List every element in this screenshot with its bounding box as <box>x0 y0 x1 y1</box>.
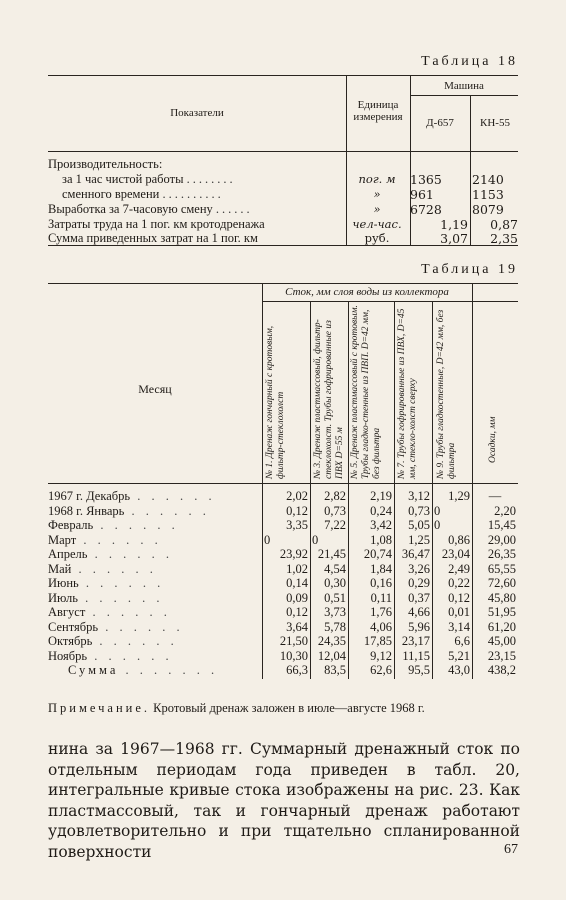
leader-dots: . . . . . . <box>87 648 173 663</box>
cell-value: 5,96 <box>408 619 430 634</box>
row-unit: чел-час. <box>352 217 402 231</box>
month-label: 1968 г. Январь <box>48 503 125 518</box>
cell-value: 0 <box>264 532 271 547</box>
cell-value: 1,08 <box>370 532 392 547</box>
cell-value: 0,12 <box>448 590 470 605</box>
header-machine: Машина <box>444 80 484 92</box>
table-rule <box>48 283 518 284</box>
header-machine-1: Д-657 <box>426 117 454 129</box>
table-row <box>48 605 260 620</box>
leader-dots: . . . . . . <box>85 605 171 619</box>
cell-value: 0,14 <box>286 576 308 590</box>
cell-value: 45,00 <box>487 634 516 648</box>
table-row <box>48 533 260 548</box>
month-label: Февраль <box>48 518 94 532</box>
row-value-d657: 3,07 <box>440 231 468 246</box>
cell-value: 4,66 <box>408 605 430 619</box>
row-value-d657: 1365 <box>410 172 442 187</box>
cell-value: — <box>488 489 502 503</box>
cell-value: 4,54 <box>324 561 346 576</box>
table-row <box>48 634 260 649</box>
header-column-9: № 9. Трубы гладкостенные, D=42 мм, без фильтра <box>436 309 457 479</box>
table-row <box>48 202 253 217</box>
table-rule <box>348 301 349 679</box>
header-indicator: Показатели <box>170 107 224 119</box>
month-label: Апрель <box>48 547 88 561</box>
cell-value: 0,86 <box>448 532 470 547</box>
row-value-kn55: 2,35 <box>490 231 518 246</box>
row-value-kn55: 1153 <box>472 187 504 202</box>
leader-dots: . . . . . . <box>76 532 162 547</box>
cell-value: 0,30 <box>324 576 346 590</box>
cell-value: 1,84 <box>370 561 392 576</box>
table-row <box>48 518 260 533</box>
cell-value: 0,73 <box>324 503 346 518</box>
table-rule <box>394 301 395 679</box>
cell-value: 45,80 <box>487 590 516 605</box>
table-19-caption: Таблица 19 <box>421 262 518 277</box>
cell-value: 23,04 <box>441 547 470 561</box>
cell-value: 0 <box>434 503 441 518</box>
cell-value: 43,0 <box>448 663 470 677</box>
header-column-3: № 3. Дренаж пластмассовый, фильтр-стеклохолст. Трубы гофрированные из ПВХ D=55 м <box>313 319 345 479</box>
cell-value: 23,15 <box>487 648 516 663</box>
note-label: Примечание. <box>48 701 151 715</box>
table-note <box>48 700 520 716</box>
row-unit: » <box>373 202 381 216</box>
cell-value: 12,04 <box>317 648 346 663</box>
leader-dots: . . . . . . <box>98 619 184 634</box>
cell-value: 5,05 <box>408 518 430 532</box>
row-label: Выработка за 7-часовую смену <box>48 202 213 216</box>
row-label: за 1 час чистой работы <box>62 172 184 186</box>
row-label: Производительность: <box>48 157 163 171</box>
table-row <box>48 547 260 562</box>
cell-value: 0,29 <box>408 576 430 590</box>
cell-value: 438,2 <box>487 663 516 677</box>
cell-value: 3,64 <box>286 619 308 634</box>
table-rule <box>48 483 518 484</box>
leader-dots: . . . . . . <box>93 518 179 532</box>
cell-value: 2,49 <box>448 561 470 576</box>
cell-value: 0 <box>312 532 319 547</box>
cell-value: 5,21 <box>448 648 470 663</box>
cell-value: 1,76 <box>370 605 392 619</box>
leader-dots: . . . . . . . <box>118 663 219 677</box>
row-unit: руб. <box>364 231 390 245</box>
table-rule <box>48 75 518 76</box>
cell-value: 23,17 <box>401 634 430 648</box>
leader-dots: . . . . . . <box>71 561 157 576</box>
cell-value: 1,29 <box>448 489 470 503</box>
table-rule <box>262 301 518 302</box>
row-value-kn55: 0,87 <box>490 217 518 232</box>
cell-value: 0,37 <box>408 590 430 605</box>
cell-value: 26,35 <box>487 547 516 561</box>
cell-value: 1,25 <box>408 532 430 547</box>
cell-value: 10,30 <box>279 648 308 663</box>
cell-value: 21,50 <box>279 634 308 648</box>
table-19 <box>48 283 518 683</box>
header-unit: Единица измерения <box>353 99 403 123</box>
cell-value: 0,01 <box>448 605 470 619</box>
cell-value: 62,6 <box>370 663 392 677</box>
cell-value: 2,19 <box>370 489 392 503</box>
cell-value: 0,09 <box>286 590 308 605</box>
body-paragraph: нина за 1967—1968 гг. Суммарный дренажный сток по отдельным периодам года приведен в табл. 20, интегральные кривые стока изображены на рис. 23. Как пластмассовый, так и гончарный дренаж работают удовлетворительно и при тщательно спланированной поверхности <box>48 740 520 861</box>
month-label: Август <box>48 605 86 619</box>
leader-dots: . . . . . . <box>124 503 210 518</box>
note-text: Кротовый дренаж заложен в июле—августе 1968 г. <box>153 701 425 715</box>
cell-value: 95,5 <box>408 663 430 677</box>
table-row <box>48 591 260 606</box>
cell-value: 21,45 <box>317 547 346 561</box>
cell-value: 3,73 <box>324 605 346 619</box>
month-label: Ноябрь <box>48 648 88 663</box>
cell-value: 61,20 <box>487 619 516 634</box>
month-label: Июнь <box>48 576 79 590</box>
cell-value: 3,26 <box>408 561 430 576</box>
header-column-5: № 5. Дренаж пластмассовый с кротовым. Трубы гладко-стенные из ПВП. D=42 мм, без фильтра <box>350 305 382 479</box>
month-label: Март <box>48 532 77 547</box>
cell-value: 2,82 <box>324 489 346 503</box>
cell-value: 24,35 <box>317 634 346 648</box>
table-row <box>48 620 260 635</box>
table-row <box>48 489 260 504</box>
table-row <box>62 187 224 202</box>
month-label: Июль <box>48 590 78 605</box>
table-row <box>48 649 260 664</box>
cell-value: 6,6 <box>454 634 470 648</box>
row-label: сменного времени <box>62 187 160 201</box>
month-label: Май <box>48 561 72 576</box>
cell-value: 36,47 <box>401 547 430 561</box>
cell-value: 20,74 <box>363 547 392 561</box>
row-value-d657: 1,19 <box>440 217 468 232</box>
table-row <box>48 576 260 591</box>
cell-value: 0,24 <box>370 503 392 518</box>
cell-value: 1,02 <box>286 561 308 576</box>
cell-value: 4,06 <box>370 619 392 634</box>
table-rule <box>310 301 311 679</box>
cell-value: 0,22 <box>448 576 470 590</box>
cell-value: 2,20 <box>494 503 516 518</box>
row-value-d657: 961 <box>410 187 434 202</box>
month-label: 1967 г. Декабрь <box>48 489 131 503</box>
table-rule <box>472 283 473 679</box>
leader-dots: . . . . . . <box>92 634 178 648</box>
cell-value: 3,12 <box>408 489 430 503</box>
leader-dots: . . . . . . <box>78 590 164 605</box>
cell-value: 0,12 <box>286 605 308 619</box>
table-18-caption: Таблица 18 <box>421 54 518 69</box>
row-value-kn55: 8079 <box>472 202 504 217</box>
month-label: Октябрь <box>48 634 93 648</box>
row-unit: пог. м <box>358 172 396 186</box>
table-rule <box>432 301 433 679</box>
row-value-d657: 6728 <box>410 202 442 217</box>
cell-value: 3,14 <box>448 619 470 634</box>
row-label: Затраты труда на 1 пог. км кротодренажа <box>48 217 265 231</box>
table-18 <box>48 75 518 245</box>
cell-value: 23,92 <box>279 547 308 561</box>
row-label: Сумма приведенных затрат на 1 пог. км <box>48 231 258 245</box>
table-rule <box>262 283 263 679</box>
cell-value: 65,55 <box>487 561 516 576</box>
cell-value: 72,60 <box>487 576 516 590</box>
cell-value: 0,12 <box>286 503 308 518</box>
cell-value: 83,5 <box>324 663 346 677</box>
cell-value: 7,22 <box>324 518 346 532</box>
cell-value: 17,85 <box>363 634 392 648</box>
leader-dots: .......... <box>162 187 224 201</box>
cell-value: 0,11 <box>370 590 392 605</box>
cell-value: 0 <box>434 518 441 532</box>
header-month: Месяц <box>138 382 172 396</box>
leader-dots: ...... <box>215 202 253 216</box>
header-precipitation: Осадки, мм <box>488 416 498 463</box>
row-unit: » <box>373 187 381 201</box>
header-column-1: № 1. Дренаж гончарный с кротовым, фильтр-стеклохолст <box>265 325 286 479</box>
cell-value: 0,16 <box>370 576 392 590</box>
leader-dots: . . . . . . <box>87 547 173 561</box>
cell-value: 0,73 <box>408 503 430 518</box>
table-rule <box>48 151 518 152</box>
cell-value: 2,02 <box>286 489 308 503</box>
leader-dots: . . . . . . <box>78 576 165 590</box>
page-number: 67 <box>504 842 518 857</box>
table-rule <box>470 95 471 245</box>
cell-value: 0,51 <box>324 590 346 605</box>
cell-value: 3,42 <box>370 518 392 532</box>
cell-value: 3,35 <box>286 518 308 532</box>
leader-dots: . . . . . . <box>130 489 216 503</box>
row-value-kn55: 2140 <box>472 172 504 187</box>
table-row <box>48 663 260 678</box>
table-rule <box>410 95 518 96</box>
cell-value: 11,15 <box>402 648 430 663</box>
header-machine-2: КН-55 <box>480 117 510 129</box>
cell-value: 51,95 <box>487 605 516 619</box>
month-label: Сентябрь <box>48 619 99 634</box>
cell-value: 29,00 <box>487 532 516 547</box>
table-row <box>48 562 260 577</box>
cell-value: 5,78 <box>324 619 346 634</box>
month-label: Сумма <box>68 663 119 677</box>
cell-value: 15,45 <box>487 518 516 532</box>
header-column-7: № 7. Трубы гофрированные из ПВХ, D=45 мм, стекло-холст сверху <box>397 308 418 479</box>
leader-dots: ........ <box>186 172 236 186</box>
cell-value: 9,12 <box>370 648 392 663</box>
header-flow: Сток, мм слоя воды из коллектора <box>285 286 449 298</box>
cell-value: 66,3 <box>286 663 308 677</box>
table-row <box>62 172 236 187</box>
table-row <box>48 504 260 519</box>
